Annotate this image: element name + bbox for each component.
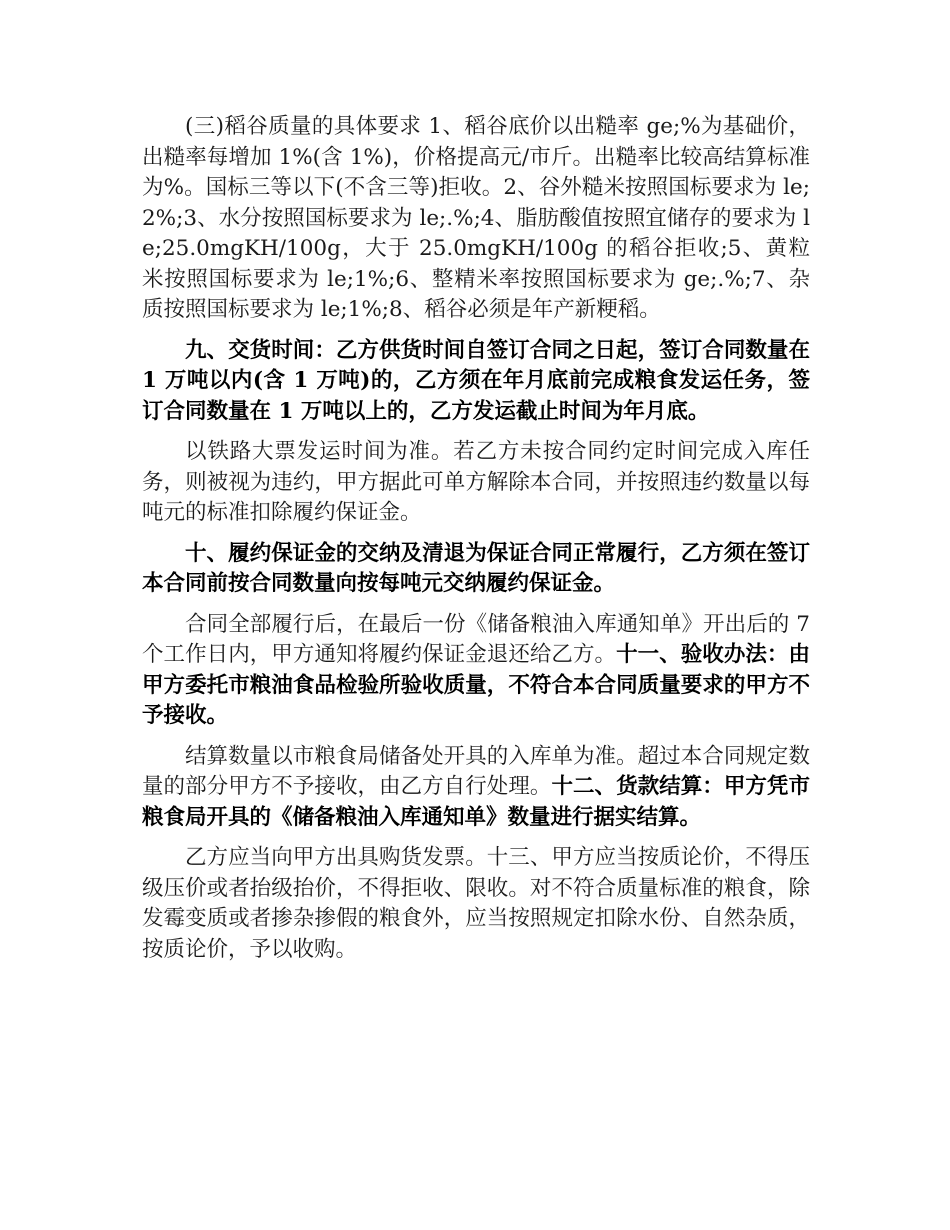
text-segment: 合同全部履行后，在最后一份《储备粮油入库通知单》开出后的 7 个工作日内，甲方通知将履约保证金退还给乙方。 bbox=[142, 611, 810, 667]
section-heading-acceptance: 十一、验收办法：由甲方委托市粮油食品检验所验收质量，不符合本合同质量要求的甲方不予接收。 bbox=[142, 642, 810, 728]
text-segment: 结算数量以市粮食局储备处开具的入库单为准。超过本合同规定数量的部分甲方不予接收，由乙方自行处理。 bbox=[142, 743, 810, 799]
section-heading-payment: 十二、货款结算：甲方凭市粮食局开具的《储备粮油入库通知单》数量进行据实结算。 bbox=[142, 774, 810, 830]
paragraph-quality-requirements bbox=[142, 112, 810, 326]
paragraph-delivery-time bbox=[142, 336, 810, 428]
section-heading-bond: 十、履约保证金的交纳及清退为保证合同正常履行，乙方须在签订本合同前按合同数量向按每吨元交纳履约保证金。 bbox=[142, 540, 810, 596]
paragraph-settlement-quantity bbox=[142, 742, 810, 834]
paragraph-invoice bbox=[142, 843, 810, 965]
document-page bbox=[142, 112, 810, 975]
text-segment: (三)稻谷质量的具体要求 1、稻谷底价以出糙率 ge;%为基础价，出糙率每增加 1%(含 1%)，价格提高元/市斤。出糙率比较高结算标准为%。国标三等以下(不含三等)拒收。2、谷外糙米按照国标要求为 le;2%;3、水分按照国标要求为 le;.%;4、脂肪酸值按照宜储存的要求为 le;25.0mgKH/100g，大于 25.0mgKH/100g 的稻谷拒收;5、黄粒米按照国标要求为 le;1%;6、整精米率按照国标要求为 ge;.%;7、杂质按照国标要求为 le;1%;8、稻谷必须是年产新粳稻。 bbox=[142, 114, 810, 322]
text-segment: 以铁路大票发运时间为准。若乙方未按合同约定时间完成入库任务，则被视为违约，甲方据此可单方解除本合同，并按照违约数量以每吨元的标准扣除履约保证金。 bbox=[142, 439, 810, 525]
paragraph-bond-refund bbox=[142, 610, 810, 732]
paragraph-performance-bond bbox=[142, 539, 810, 600]
section-heading-delivery: 九、交货时间：乙方供货时间自签订合同之日起，签订合同数量在 1 万吨以内(含 1 万吨)的，乙方须在年月底前完成粮食发运任务，签订合同数量在 1 万吨以上的，乙方发运截止时间为年月底。 bbox=[142, 337, 810, 424]
text-segment: 乙方应当向甲方出具购货发票。十三、甲方应当按质论价，不得压级压价或者抬级抬价，不得拒收、限收。对不符合质量标准的粮食，除发霉变质或者掺杂掺假的粮食外，应当按照规定扣除水份、自然杂质，按质论价，予以收购。 bbox=[142, 845, 810, 962]
paragraph-rail-shipment bbox=[142, 437, 810, 529]
